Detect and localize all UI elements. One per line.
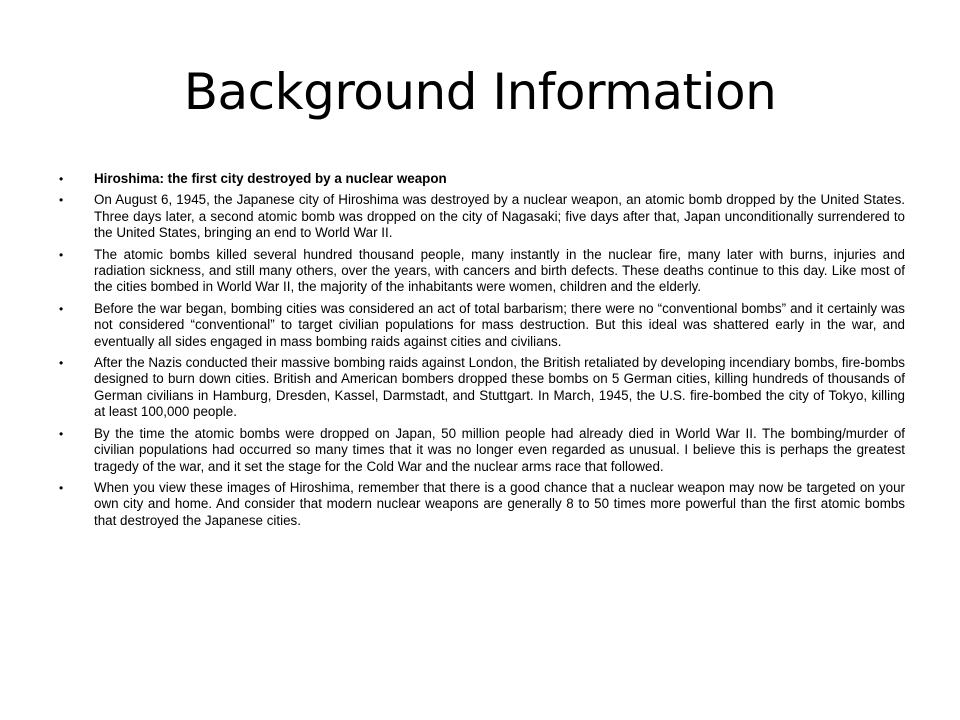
slide-title: Background Information bbox=[183, 63, 777, 121]
bullet-text: By the time the atomic bombs were dropped on Japan, 50 million people had already died in World War II. The bombing/murder of civilian populations had occurred so many times that it was no longer even regarded as unusual. I believe this is perhaps the greatest tragedy of the war, and it set the stage for the Cold War and the nuclear arms race that followed. bbox=[94, 425, 905, 474]
bullet-text: After the Nazis conducted their massive bombing raids against London, the British retaliated by developing incendiary bombs, fire-bombs designed to burn down cities. British and American bombers dropped these bombs on 5 German cities, killing hundreds of thousands of German civilians in Hamburg, Dresden, Kassel, Darmstadt, and Stuttgart. In March, 1945, the U.S. fire-bombed the city of Tokyo, killing at least 100,000 people. bbox=[94, 355, 905, 420]
bullet-text: On August 6, 1945, the Japanese city of Hiroshima was destroyed by a nuclear weapon, an atomic bomb dropped by the United States. Three days later, a second atomic bomb was dropped on the city of Nagasaki; five days after that, Japan unconditionally surrendered to the United States, bringing an end to World War II. bbox=[94, 192, 905, 241]
bullet-dot-icon: • bbox=[59, 480, 64, 495]
bullet-item bbox=[59, 192, 905, 241]
bullet-text: The atomic bombs killed several hundred thousand people, many instantly in the nuclear fire, many later with burns, injuries and radiation sickness, and still many others, over the years, with cancers and birth defects. These deaths continue to this day. Like most of the cities bombed in World War II, the majority of the inhabitants were women, children and the elderly. bbox=[94, 246, 905, 295]
bullet-dot-icon: • bbox=[59, 193, 64, 208]
bullet-dot-icon: • bbox=[59, 426, 64, 441]
bullet-text: Hiroshima: the first city destroyed by a nuclear weapon bbox=[94, 171, 447, 186]
bullet-dot-icon: • bbox=[59, 247, 64, 262]
bullet-dot-icon: • bbox=[59, 301, 64, 316]
bullet-item bbox=[59, 355, 905, 421]
bullet-item bbox=[59, 426, 905, 475]
bullet-list bbox=[59, 171, 905, 534]
bullet-dot-icon: • bbox=[59, 172, 64, 186]
bullet-text: When you view these images of Hiroshima, remember that there is a good chance that a nuclear weapon may now be targeted on your own city and home. And consider that modern nuclear weapons are generally 8 to 50 times more powerful than the first atomic bombs that destroyed the Japanese cities. bbox=[94, 479, 905, 528]
bullet-item bbox=[59, 171, 905, 187]
bullet-item bbox=[59, 247, 905, 296]
bullet-dot-icon: • bbox=[59, 356, 64, 371]
bullet-item bbox=[59, 480, 905, 529]
bullet-item bbox=[59, 301, 905, 350]
bullet-text: Before the war began, bombing cities was considered an act of total barbarism; there were no “conventional bombs” and it certainly was not considered “conventional” to target civilian populations for mass destruction. But this ideal was shattered early in the war, and eventually all sides engaged in mass bombing raids against cities and civilians. bbox=[94, 300, 905, 349]
